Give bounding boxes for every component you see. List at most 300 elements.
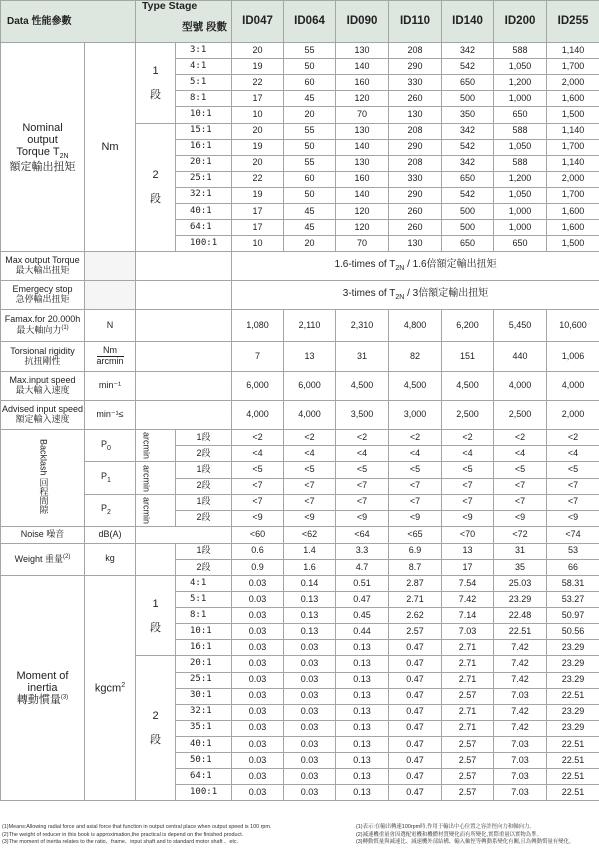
value-cell: <5 bbox=[442, 462, 494, 478]
value-cell: 290 bbox=[389, 59, 442, 75]
value-cell: <5 bbox=[336, 462, 389, 478]
value-cell: 0.44 bbox=[336, 624, 389, 640]
value-cell: 1,000 bbox=[494, 91, 547, 107]
value-cell: 70 bbox=[336, 107, 389, 123]
value-cell: 0.13 bbox=[336, 672, 389, 688]
ratio-cell: 40:1 bbox=[176, 203, 232, 219]
value-cell: 0.9 bbox=[232, 559, 284, 575]
value-cell: 0.03 bbox=[232, 576, 284, 592]
value-cell: <60 bbox=[232, 526, 284, 543]
value-cell: 130 bbox=[336, 123, 389, 139]
value-cell: <2 bbox=[494, 430, 547, 446]
max_torque-stage bbox=[136, 252, 232, 281]
ratio-cell: 10:1 bbox=[176, 107, 232, 123]
value-cell: 22.51 bbox=[547, 688, 599, 704]
ratio-cell: 20:1 bbox=[176, 656, 232, 672]
value-cell: 0.6 bbox=[232, 543, 284, 559]
value-cell: <74 bbox=[547, 526, 599, 543]
ratio-cell: 15:1 bbox=[176, 123, 232, 139]
value-cell: 3,500 bbox=[336, 401, 389, 430]
backlash-unit-spacer bbox=[156, 462, 176, 494]
value-cell: <5 bbox=[389, 462, 442, 478]
value-cell: 3.3 bbox=[336, 543, 389, 559]
unit-numerator: Nm bbox=[97, 346, 124, 357]
value-cell: 7.14 bbox=[442, 608, 494, 624]
ratio-cell: 8:1 bbox=[176, 608, 232, 624]
value-cell: 50 bbox=[284, 59, 336, 75]
value-cell: 4,000 bbox=[232, 401, 284, 430]
value-cell: <7 bbox=[442, 478, 494, 494]
value-cell: 66 bbox=[547, 559, 599, 575]
value-cell: 120 bbox=[336, 91, 389, 107]
value-cell: 6,200 bbox=[442, 310, 494, 342]
value-cell: 7.03 bbox=[494, 769, 547, 785]
backlash-label-en: Backlash bbox=[38, 439, 49, 476]
ratio-cell: 4:1 bbox=[176, 59, 232, 75]
value-cell: 160 bbox=[336, 171, 389, 187]
value-cell: 50 bbox=[284, 139, 336, 155]
emergency-row bbox=[1, 281, 599, 310]
value-cell: 0.13 bbox=[336, 736, 389, 752]
weight-stage: 1段 bbox=[176, 543, 232, 559]
value-cell: 55 bbox=[284, 123, 336, 139]
value-cell: 0.13 bbox=[336, 656, 389, 672]
value-cell: 0.03 bbox=[232, 672, 284, 688]
value-cell: 7.03 bbox=[494, 688, 547, 704]
value-cell: 22 bbox=[232, 75, 284, 91]
value-cell: <9 bbox=[284, 510, 336, 526]
value-cell: 650 bbox=[494, 236, 547, 252]
value-cell: 1,200 bbox=[494, 171, 547, 187]
value-cell: <7 bbox=[494, 494, 547, 510]
backlash-group-0 bbox=[85, 430, 136, 462]
inertia-unit bbox=[85, 576, 136, 801]
model-id-3: ID110 bbox=[389, 1, 442, 43]
value-cell: 3,000 bbox=[389, 401, 442, 430]
backlash-p-sub: 0 bbox=[107, 444, 111, 452]
value-cell: 60 bbox=[284, 75, 336, 91]
torsional-label-en: Torsional rigidity bbox=[10, 345, 75, 356]
value-cell: <7 bbox=[547, 494, 599, 510]
value-cell: <9 bbox=[232, 510, 284, 526]
value-cell: 0.13 bbox=[336, 785, 389, 801]
value-cell: 2.57 bbox=[442, 688, 494, 704]
value-cell: 23.29 bbox=[547, 640, 599, 656]
value-cell: 2.57 bbox=[389, 624, 442, 640]
value-cell: 7.03 bbox=[494, 785, 547, 801]
emergency-text-b: / 3倍額定輸出扭矩 bbox=[404, 288, 489, 300]
model-id-4: ID140 bbox=[442, 1, 494, 43]
value-cell: 4.7 bbox=[336, 559, 389, 575]
type-stage-cn-header: 型號 段數 bbox=[136, 13, 232, 43]
value-cell: 542 bbox=[442, 139, 494, 155]
value-cell: 0.47 bbox=[389, 769, 442, 785]
value-cell: 22.51 bbox=[494, 624, 547, 640]
ratio-cell: 10:1 bbox=[176, 624, 232, 640]
value-cell: 6,000 bbox=[284, 372, 336, 401]
value-cell: <5 bbox=[232, 462, 284, 478]
backlash-group-2 bbox=[85, 494, 136, 526]
backlash-p: P bbox=[101, 470, 108, 481]
max-speed-label bbox=[1, 372, 85, 401]
backlash-row bbox=[1, 494, 599, 510]
max_torque-label-en: Max output Torque bbox=[5, 255, 80, 266]
value-cell: 7.42 bbox=[494, 672, 547, 688]
value-cell: 0.13 bbox=[336, 704, 389, 720]
value-cell: <4 bbox=[232, 446, 284, 462]
value-cell: 2.62 bbox=[389, 608, 442, 624]
backlash-p: P bbox=[101, 502, 108, 513]
max_torque-text-a: 1.6-times of T bbox=[334, 259, 396, 271]
value-cell: 1,050 bbox=[494, 59, 547, 75]
torsional-unit bbox=[85, 342, 136, 372]
value-cell: <2 bbox=[284, 430, 336, 446]
value-cell: <70 bbox=[442, 526, 494, 543]
value-cell: 2,000 bbox=[547, 401, 599, 430]
ratio-cell: 16:1 bbox=[176, 640, 232, 656]
value-cell: 17 bbox=[232, 220, 284, 236]
value-cell: 588 bbox=[494, 155, 547, 171]
value-cell: 0.03 bbox=[232, 753, 284, 769]
torsional-label bbox=[1, 342, 85, 372]
famax-label-cn: 最大軸向力 bbox=[16, 325, 62, 336]
value-cell: <7 bbox=[547, 478, 599, 494]
torque-label-line: output bbox=[27, 133, 58, 146]
value-cell: 19 bbox=[232, 139, 284, 155]
value-cell: <4 bbox=[284, 446, 336, 462]
emergency-label-cn: 急停輸出扭矩 bbox=[15, 294, 70, 305]
value-cell: 330 bbox=[389, 171, 442, 187]
max-speed-label-en: Max.input speed bbox=[9, 375, 76, 386]
unit-fraction bbox=[97, 346, 124, 367]
value-cell: 58.31 bbox=[547, 576, 599, 592]
stage-cn: 段 bbox=[150, 621, 162, 634]
max-speed-label-cn: 最大輸入速度 bbox=[15, 385, 70, 396]
ratio-cell: 5:1 bbox=[176, 592, 232, 608]
torsional-stage bbox=[136, 342, 232, 372]
value-cell: 4,500 bbox=[389, 372, 442, 401]
backlash-p-sub: 2 bbox=[107, 508, 111, 516]
value-cell: 2,000 bbox=[547, 75, 599, 91]
footnote-en-2: (2)The weight of reducer in this book is approximation,the practical is depend on the finished product. bbox=[2, 831, 244, 838]
value-cell: 0.47 bbox=[389, 656, 442, 672]
value-cell: <9 bbox=[442, 510, 494, 526]
stage-cn: 段 bbox=[150, 193, 162, 206]
value-cell: 0.13 bbox=[336, 769, 389, 785]
value-cell: 542 bbox=[442, 187, 494, 203]
value-cell: 17 bbox=[232, 203, 284, 219]
backlash-unit: arcmin bbox=[136, 430, 156, 462]
value-cell: 4,500 bbox=[442, 372, 494, 401]
value-cell: 2,500 bbox=[442, 401, 494, 430]
value-cell: 55 bbox=[284, 155, 336, 171]
value-cell: 0.13 bbox=[336, 753, 389, 769]
value-cell: 2,500 bbox=[494, 401, 547, 430]
advised-speed-stage bbox=[136, 401, 232, 430]
value-cell: 7.03 bbox=[494, 753, 547, 769]
famax-stage bbox=[136, 310, 232, 342]
value-cell: 1,600 bbox=[547, 91, 599, 107]
stage-number: 2 bbox=[152, 710, 159, 723]
value-cell: 19 bbox=[232, 59, 284, 75]
ratio-cell: 4:1 bbox=[176, 576, 232, 592]
value-cell: 1,600 bbox=[547, 203, 599, 219]
famax-unit: N bbox=[85, 310, 136, 342]
backlash-row bbox=[1, 430, 599, 446]
value-cell: 23.29 bbox=[547, 672, 599, 688]
value-cell: 2.57 bbox=[442, 769, 494, 785]
torsional-row bbox=[1, 342, 599, 372]
value-cell: 82 bbox=[389, 342, 442, 372]
ratio-cell: 8:1 bbox=[176, 91, 232, 107]
model-id-0: ID047 bbox=[232, 1, 284, 43]
emergency-value bbox=[232, 281, 599, 310]
ratio-cell: 20:1 bbox=[176, 155, 232, 171]
torque-unit: Nm bbox=[85, 43, 136, 252]
value-cell: 4,000 bbox=[284, 401, 336, 430]
value-cell: 130 bbox=[336, 43, 389, 59]
advised-speed-label-en: Advised input speed bbox=[1, 404, 84, 415]
value-cell: 0.51 bbox=[336, 576, 389, 592]
value-cell: 0.13 bbox=[284, 608, 336, 624]
value-cell: 2.87 bbox=[389, 576, 442, 592]
value-cell: 0.03 bbox=[232, 640, 284, 656]
value-cell: 0.14 bbox=[284, 576, 336, 592]
torque-row bbox=[1, 43, 599, 59]
value-cell: 588 bbox=[494, 123, 547, 139]
value-cell: <7 bbox=[336, 478, 389, 494]
value-cell: 20 bbox=[284, 236, 336, 252]
value-cell: 45 bbox=[284, 203, 336, 219]
torsional-label-cn: 抗扭剛性 bbox=[24, 355, 61, 366]
value-cell: 7.42 bbox=[494, 656, 547, 672]
value-cell: 650 bbox=[442, 75, 494, 91]
value-cell: <9 bbox=[336, 510, 389, 526]
value-cell: 20 bbox=[284, 107, 336, 123]
value-cell: 440 bbox=[494, 342, 547, 372]
max-speed-stage bbox=[136, 372, 232, 401]
backlash-stage: 2段 bbox=[176, 446, 232, 462]
value-cell: 120 bbox=[336, 220, 389, 236]
inertia-label-line: 轉動慣量 bbox=[16, 694, 61, 707]
backlash-stage: 2段 bbox=[176, 510, 232, 526]
value-cell: 1.6 bbox=[284, 559, 336, 575]
backlash-row bbox=[1, 462, 599, 478]
famax-label bbox=[1, 310, 85, 342]
value-cell: 0.03 bbox=[284, 753, 336, 769]
value-cell: 8.7 bbox=[389, 559, 442, 575]
max_torque-label bbox=[1, 252, 85, 281]
value-cell: 0.03 bbox=[284, 785, 336, 801]
footnote-cn-3: (3)轉動慣量與減速比、減速機外部結構、輸入軸徑等轉動系變化有關,且為轉動慣量有變化。 bbox=[356, 839, 575, 846]
max_torque-label-cn: 最大輸出扭矩 bbox=[15, 265, 70, 276]
value-cell: 31 bbox=[336, 342, 389, 372]
value-cell: <7 bbox=[284, 494, 336, 510]
value-cell: 1,140 bbox=[547, 123, 599, 139]
inertia-unit-text: kgcm bbox=[94, 682, 122, 695]
inertia-stage-1 bbox=[136, 576, 176, 656]
value-cell: 1,050 bbox=[494, 187, 547, 203]
torque-label-line: Torque T bbox=[16, 145, 60, 158]
value-cell: 0.47 bbox=[389, 785, 442, 801]
value-cell: 0.03 bbox=[284, 720, 336, 736]
noise-label: Noise 噪音 bbox=[1, 526, 85, 543]
value-cell: 0.03 bbox=[232, 720, 284, 736]
value-cell: 20 bbox=[232, 123, 284, 139]
value-cell: 588 bbox=[494, 43, 547, 59]
value-cell: <64 bbox=[336, 526, 389, 543]
backlash-unit-spacer bbox=[156, 430, 176, 462]
value-cell: 140 bbox=[336, 139, 389, 155]
value-cell: 22.51 bbox=[547, 736, 599, 752]
noise-stage bbox=[136, 526, 232, 543]
value-cell: 0.03 bbox=[284, 769, 336, 785]
value-cell: 20 bbox=[232, 155, 284, 171]
value-cell: <72 bbox=[494, 526, 547, 543]
max_torque-row bbox=[1, 252, 599, 281]
value-cell: 17 bbox=[232, 91, 284, 107]
value-cell: 31 bbox=[494, 543, 547, 559]
value-cell: 0.47 bbox=[389, 640, 442, 656]
inertia-label bbox=[1, 576, 85, 801]
value-cell: 1,000 bbox=[494, 220, 547, 236]
backlash-unit: arcmin bbox=[136, 494, 156, 526]
value-cell: 650 bbox=[494, 107, 547, 123]
footnote-en-3: (3)The moment of inertia relates to the ratio、frame、input shaft and to standard motor shaft 、etc. bbox=[2, 839, 239, 846]
footnote-cn-1: (1)表示:在輸出轉速100rpm時,作用于輸出中心位置之容許徑向力和軸向力。 bbox=[356, 824, 535, 830]
value-cell: 7 bbox=[232, 342, 284, 372]
backlash-label bbox=[1, 430, 85, 527]
value-cell: 0.03 bbox=[232, 608, 284, 624]
inertia-unit-sup: 2 bbox=[121, 681, 126, 689]
value-cell: 2.71 bbox=[389, 592, 442, 608]
value-cell: <2 bbox=[389, 430, 442, 446]
weight-sup: (2) bbox=[63, 553, 71, 560]
ratio-cell: 64:1 bbox=[176, 220, 232, 236]
value-cell: 2.71 bbox=[442, 672, 494, 688]
value-cell: 22 bbox=[232, 171, 284, 187]
value-cell: 1,140 bbox=[547, 155, 599, 171]
inertia-label-line: inertia bbox=[27, 682, 58, 695]
value-cell: 1,006 bbox=[547, 342, 599, 372]
value-cell: 342 bbox=[442, 123, 494, 139]
value-cell: 10 bbox=[232, 107, 284, 123]
value-cell: 23.29 bbox=[547, 704, 599, 720]
value-cell: 350 bbox=[442, 107, 494, 123]
value-cell: 1,600 bbox=[547, 220, 599, 236]
value-cell: 19 bbox=[232, 187, 284, 203]
emergency-label bbox=[1, 281, 85, 310]
value-cell: <4 bbox=[494, 446, 547, 462]
value-cell: 330 bbox=[389, 75, 442, 91]
value-cell: 0.03 bbox=[232, 592, 284, 608]
ratio-cell: 40:1 bbox=[176, 736, 232, 752]
value-cell: 70 bbox=[336, 236, 389, 252]
max_torque-sub: 2N bbox=[395, 265, 405, 273]
value-cell: 1,500 bbox=[547, 107, 599, 123]
value-cell: 1,700 bbox=[547, 187, 599, 203]
value-cell: 22.51 bbox=[547, 785, 599, 801]
value-cell: <7 bbox=[442, 494, 494, 510]
value-cell: 0.13 bbox=[336, 640, 389, 656]
footnotes-en bbox=[2, 824, 342, 847]
value-cell: 23.29 bbox=[494, 592, 547, 608]
value-cell: 342 bbox=[442, 155, 494, 171]
value-cell: 50.97 bbox=[547, 608, 599, 624]
ratio-cell: 32:1 bbox=[176, 704, 232, 720]
ratio-cell: 35:1 bbox=[176, 720, 232, 736]
emergency-label-en: Emergecy stop bbox=[12, 284, 73, 295]
value-cell: 2.57 bbox=[442, 736, 494, 752]
value-cell: 0.03 bbox=[232, 785, 284, 801]
value-cell: 260 bbox=[389, 203, 442, 219]
value-cell: 4,000 bbox=[547, 372, 599, 401]
value-cell: 5,450 bbox=[494, 310, 547, 342]
value-cell: 130 bbox=[389, 107, 442, 123]
value-cell: <2 bbox=[336, 430, 389, 446]
weight-row bbox=[1, 543, 599, 559]
value-cell: 1,700 bbox=[547, 59, 599, 75]
value-cell: 1,140 bbox=[547, 43, 599, 59]
value-cell: 1.4 bbox=[284, 543, 336, 559]
value-cell: <7 bbox=[232, 494, 284, 510]
value-cell: 20 bbox=[232, 43, 284, 59]
max-speed-unit: min⁻¹ bbox=[85, 372, 136, 401]
value-cell: <9 bbox=[494, 510, 547, 526]
backlash-stage: 1段 bbox=[176, 494, 232, 510]
max_torque-value bbox=[232, 252, 599, 281]
advised-speed-label-cn: 額定輸入速度 bbox=[15, 414, 70, 425]
value-cell: 260 bbox=[389, 91, 442, 107]
value-cell: 1,050 bbox=[494, 139, 547, 155]
value-cell: 290 bbox=[389, 139, 442, 155]
value-cell: 23.29 bbox=[547, 656, 599, 672]
value-cell: 650 bbox=[442, 236, 494, 252]
value-cell: 2,310 bbox=[336, 310, 389, 342]
value-cell: 0.03 bbox=[232, 688, 284, 704]
footnote-cn-2: (2)減速機重量會因選配電機和機體材質變化而有所變化,實際重量以實物為準。 bbox=[356, 831, 542, 838]
unit-denominator: arcmin bbox=[96, 356, 124, 367]
type-stage-header: Type Stage bbox=[136, 1, 232, 13]
value-cell: 50 bbox=[284, 187, 336, 203]
value-cell: <4 bbox=[389, 446, 442, 462]
ratio-cell: 5:1 bbox=[176, 75, 232, 91]
header-row-1 bbox=[1, 1, 599, 13]
value-cell: <7 bbox=[389, 478, 442, 494]
value-cell: 13 bbox=[442, 543, 494, 559]
emergency-sub: 2N bbox=[395, 294, 405, 302]
value-cell: 1,080 bbox=[232, 310, 284, 342]
value-cell: 2.71 bbox=[442, 640, 494, 656]
value-cell: 7.03 bbox=[494, 736, 547, 752]
value-cell: <4 bbox=[442, 446, 494, 462]
stage-number: 1 bbox=[152, 597, 159, 610]
value-cell: 0.47 bbox=[389, 736, 442, 752]
value-cell: 1,700 bbox=[547, 139, 599, 155]
ratio-cell: 25:1 bbox=[176, 672, 232, 688]
value-cell: 25.03 bbox=[494, 576, 547, 592]
ratio-cell: 16:1 bbox=[176, 139, 232, 155]
famax-label-en: Famax.for 20.000h bbox=[4, 314, 81, 325]
value-cell: 208 bbox=[389, 155, 442, 171]
value-cell: 7.42 bbox=[494, 704, 547, 720]
value-cell: 0.03 bbox=[232, 736, 284, 752]
emergency-text-a: 3-times of T bbox=[342, 288, 396, 300]
value-cell: 10 bbox=[232, 236, 284, 252]
value-cell: <65 bbox=[389, 526, 442, 543]
value-cell: 17 bbox=[442, 559, 494, 575]
ratio-cell: 25:1 bbox=[176, 171, 232, 187]
